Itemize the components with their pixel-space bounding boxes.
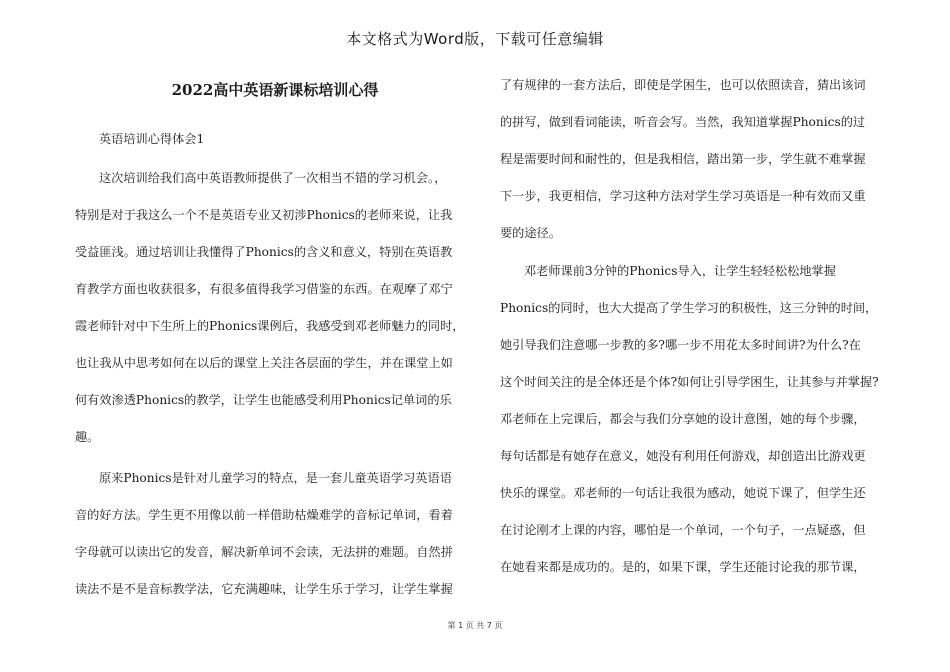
text-line: 每句话都是有她存在意义，她没有利用任何游戏，却创造出比游戏更 [500, 449, 866, 463]
text-line: 何有效渗透Phonics的教学，让学生也能感受利用Phonics记单词的乐 [75, 393, 452, 407]
text-line: 下一步，我更相信，学习这种方法对学生学习英语是一种有效而又重 [500, 189, 866, 203]
text-line: 音的好方法。学生更不用像以前一样借助枯燥难学的音标记单词，看着 [75, 508, 453, 522]
text-line: 在她看来都是成功的。是的，如果下课，学生还能讨论我的那节课， [500, 560, 866, 574]
page-number: 第 1 页 共 7 页 [447, 621, 503, 630]
text-line: 育教学方面也收获很多，有很多值得我学习借鉴的东西。在观摩了邓宁 [75, 282, 453, 296]
text-line: 霞老师针对中下生所上的Phonics课例后，我感受到邓老师魅力的同时， [75, 319, 465, 333]
text-line: 程是需要时间和耐性的，但是我相信，踏出第一步，学生就不难掌握 [500, 152, 866, 166]
text-line: 了有规律的一套方法后，即使是学困生，也可以依照读音，猜出该词 [500, 78, 866, 92]
text-line: 这个时间关注的是全体还是个体?如何让引导学困生，让其参与并掌握? [500, 375, 879, 389]
text-line: 特别是对于我这么一个不是英语专业又初涉Phonics的老师来说，让我 [75, 208, 453, 222]
text-line: 趣。 [75, 430, 100, 444]
text-line: Phonics的同时，也大大提高了学生学习的积极性，这三分钟的时间， [500, 301, 878, 315]
text-line: 字母就可以读出它的发音，解决新单词不会读，无法拼的难题。自然拼 [75, 545, 453, 559]
text-line: 邓老师课前3分钟的Phonics导入，让学生轻轻松松地掌握 [524, 264, 836, 278]
text-line: 快乐的课堂。邓老师的一句话让我很为感动，她说下课了，但学生还 [500, 486, 866, 500]
text-line: 要的途径。 [500, 226, 561, 240]
section-heading: 英语培训心得体会1 [99, 132, 205, 146]
text-line: 原来Phonics是针对儿童学习的特点，是一套儿童英语学习英语语 [99, 471, 452, 485]
text-line: 也让我从中思考如何在以后的课堂上关注各层面的学生，并在课堂上如 [75, 356, 453, 370]
document-title: 2022高中英语新课标培训心得 [171, 81, 379, 99]
text-line: 读法不是不是音标教学法，它充满趣味，让学生乐于学习，让学生掌握 [75, 582, 453, 596]
text-line: 的拼写，做到看词能读，听音会写。当然，我知道掌握Phonics的过 [500, 115, 866, 129]
text-line: 邓老师在上完课后，都会与我们分享她的设计意图，她的每个步骤， [500, 412, 866, 426]
text-line: 她引导我们注意哪一步教的多?哪一步不用花太多时间讲?为什么?在 [500, 338, 861, 352]
text-line: 这次培训给我们高中英语教师提供了一次相当不错的学习机会。， [99, 171, 447, 185]
text-line: 在讨论刚才上课的内容，哪怕是一个单词，一个句子，一点疑惑，但 [500, 523, 866, 537]
page-header: 本文格式为Word版，下载可任意编辑 [346, 30, 604, 48]
text-line: 受益匪浅。通过培训让我懂得了Phonics的含义和意义，特别在英语教 [75, 245, 453, 259]
